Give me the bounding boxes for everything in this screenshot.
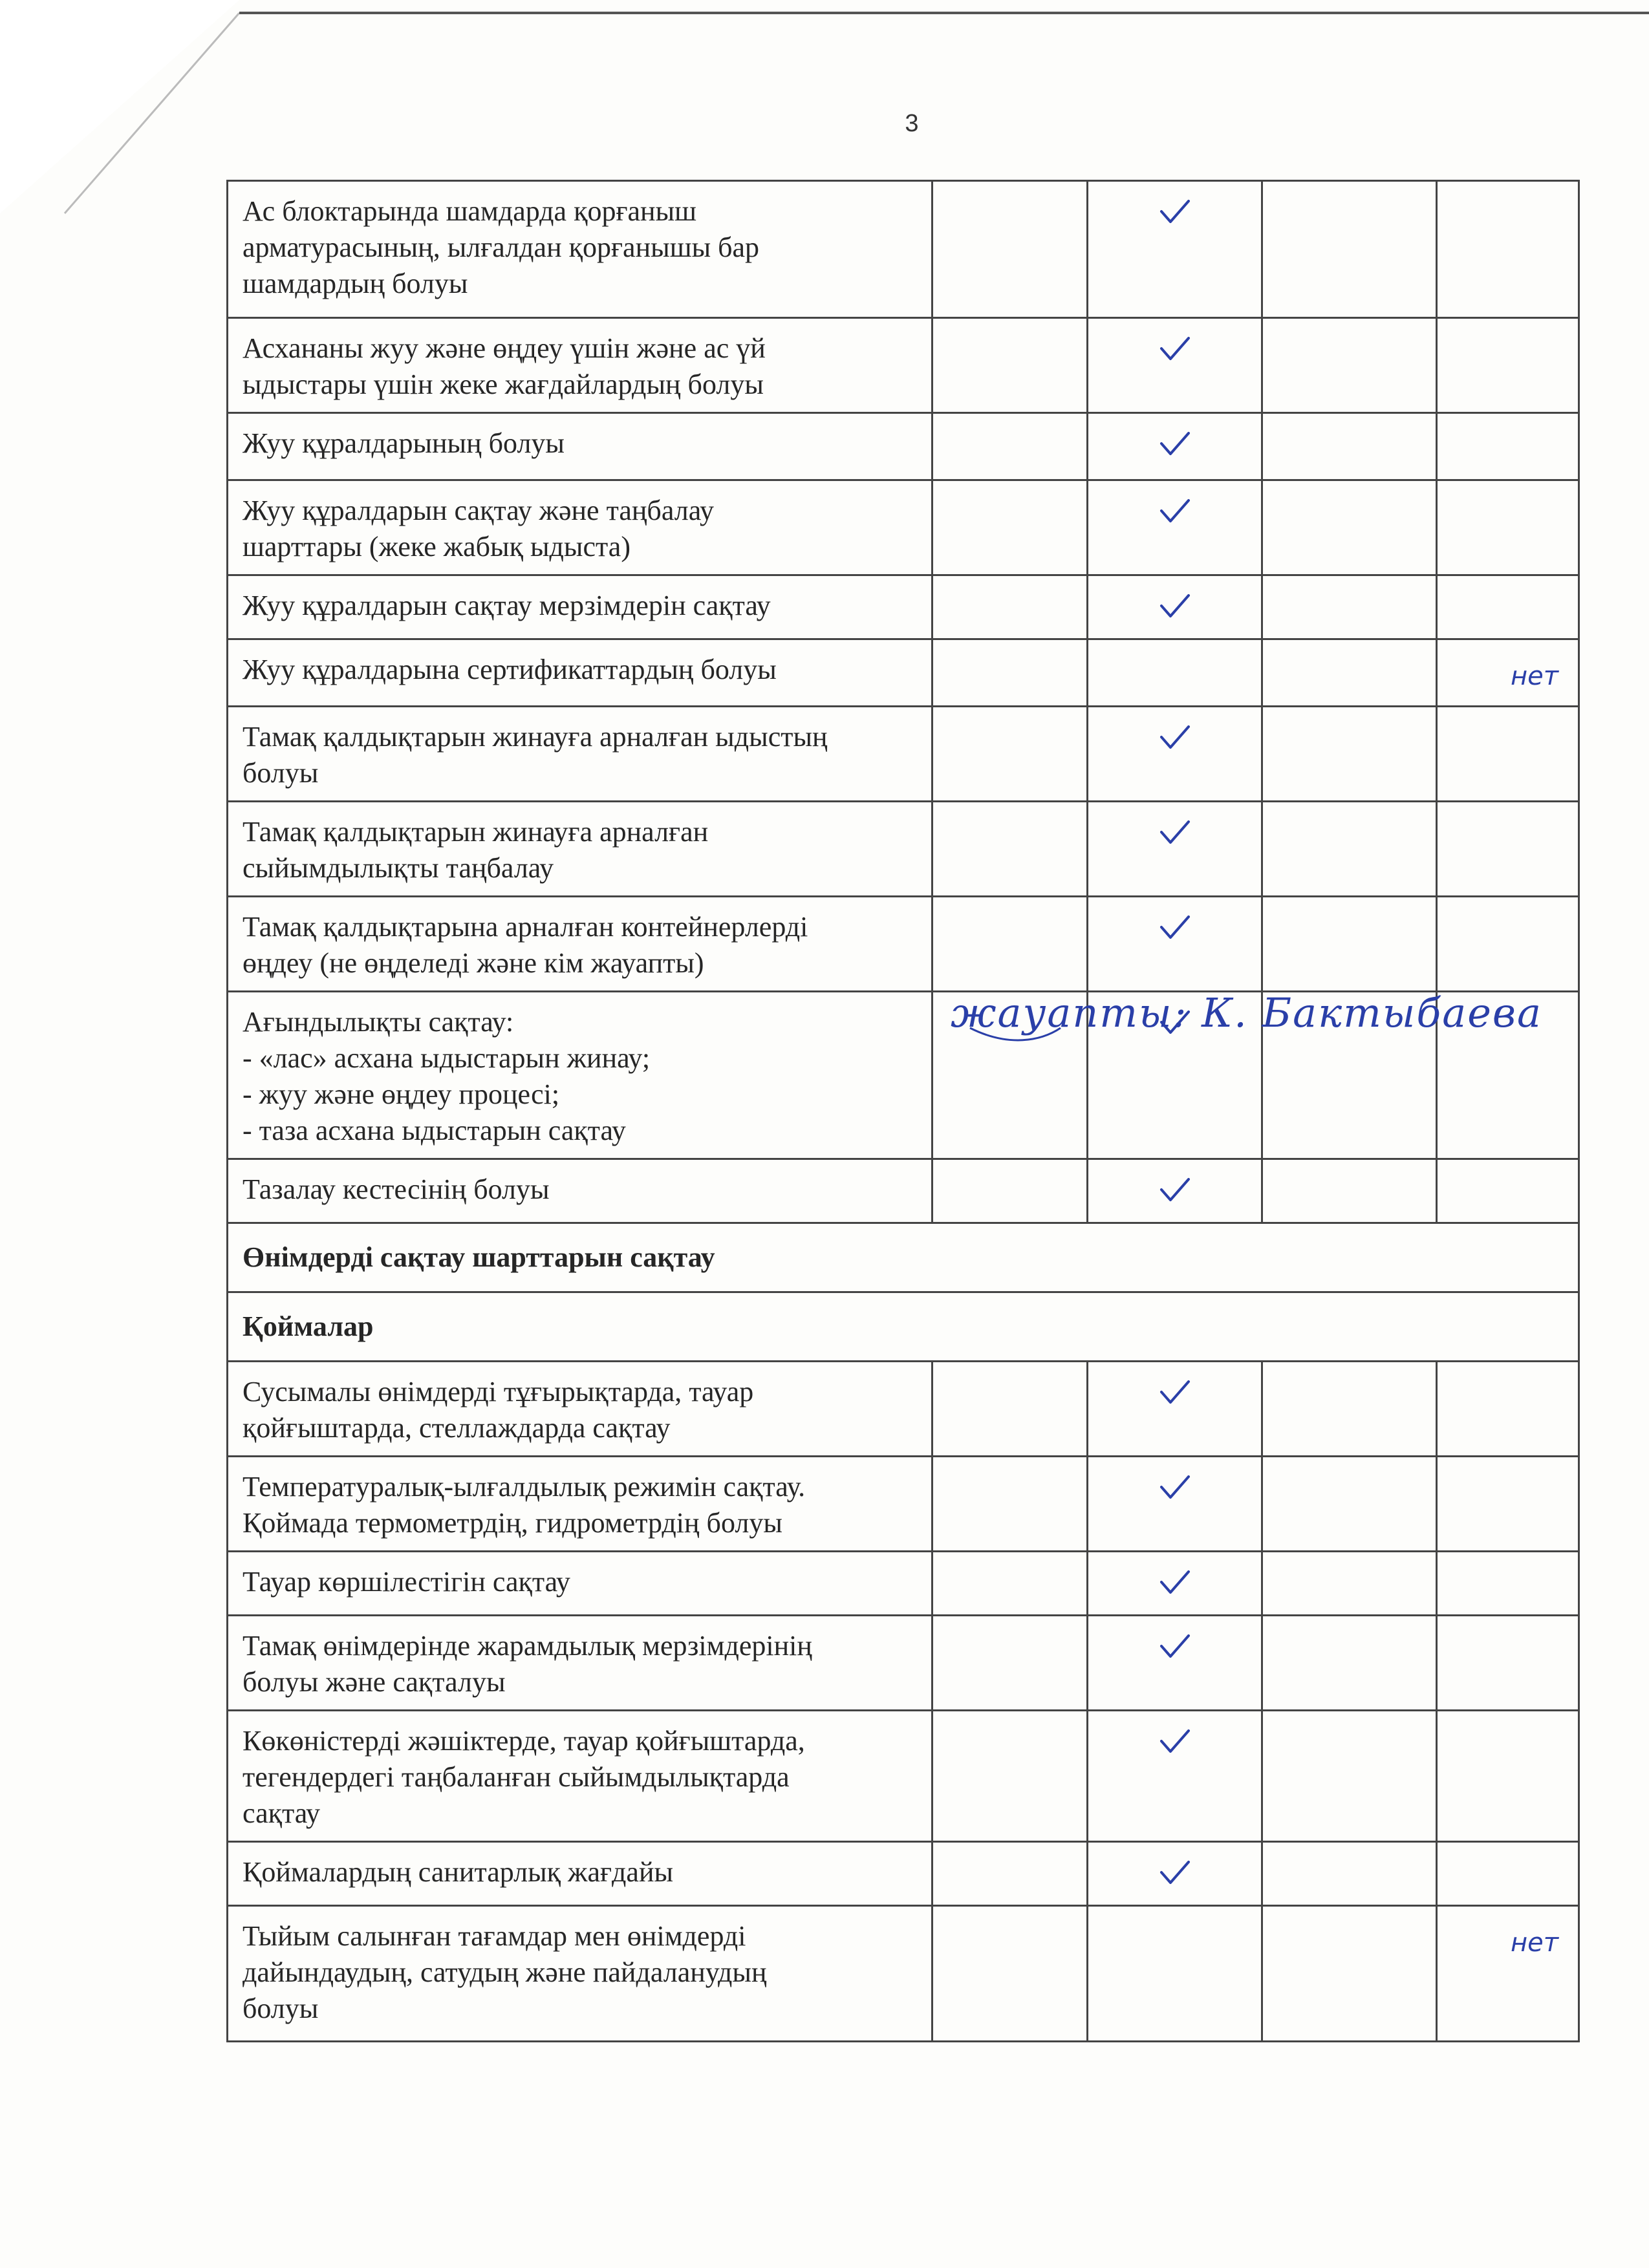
mark-cell-4 xyxy=(1437,1457,1579,1552)
mark-cell-2 xyxy=(1088,1457,1262,1552)
mark-cell-1 xyxy=(932,181,1088,318)
checkmark-icon xyxy=(1159,498,1191,525)
mark-cell-3 xyxy=(1262,707,1437,802)
checklist-row xyxy=(228,575,1579,639)
mark-cell-3 xyxy=(1262,575,1437,639)
requirement-text: Жуу құралдарының болуы xyxy=(228,413,932,480)
requirement-text: Жуу құралдарын сақтау мерзімдерін сақтау xyxy=(228,575,932,639)
mark-cell-4 xyxy=(1437,318,1579,413)
checklist-row xyxy=(228,480,1579,575)
checkmark-icon xyxy=(1159,819,1191,846)
checkmark-icon xyxy=(1159,198,1191,226)
requirement-text: Қоймалардың санитарлық жағдайы xyxy=(228,1842,932,1906)
mark-cell-3 xyxy=(1262,1552,1437,1616)
checkmark-icon xyxy=(1159,593,1191,620)
mark-cell-3 xyxy=(1262,1457,1437,1552)
requirement-text: Ағындылықты сақтау: - «лас» асхана ыдыстарын жинау; - жуу және өңдеу процесі; - таза асхана ыдыстарын сақтау xyxy=(228,992,932,1159)
requirement-text: Тыйым салынған тағамдар мен өнімдерді дайындаудың, сатудың және пайдаланудың болуы xyxy=(228,1906,932,2042)
mark-cell-3 xyxy=(1262,1842,1437,1906)
mark-cell-3 xyxy=(1262,1159,1437,1223)
mark-cell-1 xyxy=(932,897,1088,992)
mark-cell-2 xyxy=(1088,480,1262,575)
checkmark-icon xyxy=(1159,914,1191,941)
mark-cell-4 xyxy=(1437,639,1579,707)
mark-cell-2 xyxy=(1088,802,1262,897)
checklist-row xyxy=(228,1616,1579,1711)
mark-cell-4 xyxy=(1437,480,1579,575)
checkmark-icon xyxy=(1159,1569,1191,1596)
mark-cell-1 xyxy=(932,413,1088,480)
section-row xyxy=(228,1292,1579,1362)
handwritten-note: нет xyxy=(1510,661,1558,691)
checkmark-icon xyxy=(1159,1379,1191,1406)
mark-cell-3 xyxy=(1262,897,1437,992)
checklist-row xyxy=(228,1552,1579,1616)
mark-cell-4 xyxy=(1437,1159,1579,1223)
checkmark-icon xyxy=(1159,431,1191,458)
mark-cell-1 xyxy=(932,1159,1088,1223)
mark-cell-2 xyxy=(1088,639,1262,707)
signature-text: жауапты: К. Бактыбаева xyxy=(951,989,1542,1036)
mark-cell-4 xyxy=(1437,1711,1579,1842)
mark-cell-1 xyxy=(932,480,1088,575)
mark-cell-3 xyxy=(1262,639,1437,707)
checklist-row xyxy=(228,413,1579,480)
mark-cell-4 xyxy=(1437,181,1579,318)
mark-cell-4 xyxy=(1437,1616,1579,1711)
mark-cell-1 xyxy=(932,1457,1088,1552)
mark-cell-2 xyxy=(1088,1362,1262,1457)
requirement-text: Тамақ өнімдерінде жарамдылық мерзімдерінің болуы және сақталуы xyxy=(228,1616,932,1711)
requirement-text: Ас блоктарында шамдарда қорғаныш арматурасының, ылғалдан қорғанышы бар шамдардың болуы xyxy=(228,181,932,318)
checkmark-icon xyxy=(1159,336,1191,363)
mark-cell-1 xyxy=(932,575,1088,639)
mark-cell-1 xyxy=(932,1552,1088,1616)
mark-cell-1 xyxy=(932,1711,1088,1842)
checklist-table xyxy=(226,180,1580,2042)
requirement-text: Жуу құралдарын сақтау және таңбалау шарттары (жеке жабық ыдыста) xyxy=(228,480,932,575)
checklist-row xyxy=(228,1159,1579,1223)
checkmark-icon xyxy=(1159,724,1191,751)
mark-cell-2 xyxy=(1088,1616,1262,1711)
requirement-text: Тамақ қалдықтарын жинауға арналған сыйымдылықты таңбалау xyxy=(228,802,932,897)
mark-cell-2 xyxy=(1088,1906,1262,2042)
mark-cell-1 xyxy=(932,318,1088,413)
mark-cell-4 xyxy=(1437,1552,1579,1616)
mark-cell-3 xyxy=(1262,1711,1437,1842)
mark-cell-1 xyxy=(932,1362,1088,1457)
section-heading: Өнімдерді сақтау шарттарын сақтау xyxy=(228,1223,1579,1292)
mark-cell-2 xyxy=(1088,575,1262,639)
checkmark-icon xyxy=(1159,1859,1191,1887)
mark-cell-2 xyxy=(1088,181,1262,318)
checklist-row xyxy=(228,1711,1579,1842)
mark-cell-1 xyxy=(932,707,1088,802)
mark-cell-1 xyxy=(932,802,1088,897)
mark-cell-4 xyxy=(1437,1842,1579,1906)
checkmark-icon xyxy=(1159,1728,1191,1755)
checklist-row xyxy=(228,1842,1579,1906)
mark-cell-2 xyxy=(1088,897,1262,992)
mark-cell-2 xyxy=(1088,1552,1262,1616)
mark-cell-1 xyxy=(932,1616,1088,1711)
mark-cell-4 xyxy=(1437,707,1579,802)
requirement-text: Сусымалы өнімдерді тұғырықтарда, тауар қойғыштарда, стеллаждарда сақтау xyxy=(228,1362,932,1457)
section-row xyxy=(228,1223,1579,1292)
requirement-text: Тамақ қалдықтарын жинауға арналған ыдыстың болуы xyxy=(228,707,932,802)
mark-cell-2 xyxy=(1088,318,1262,413)
mark-cell-3 xyxy=(1262,1616,1437,1711)
checklist-row xyxy=(228,1362,1579,1457)
requirement-text: Тауар көршілестігін сақтау xyxy=(228,1552,932,1616)
requirement-text: Тамақ қалдықтарына арналған контейнерлерді өңдеу (не өңделеді және кім жауапты) xyxy=(228,897,932,992)
mark-cell-4 xyxy=(1437,413,1579,480)
mark-cell-4 xyxy=(1437,897,1579,992)
mark-cell-3 xyxy=(1262,802,1437,897)
mark-cell-4 xyxy=(1437,575,1579,639)
mark-cell-3 xyxy=(1262,1906,1437,2042)
mark-cell-1 xyxy=(932,639,1088,707)
mark-cell-3 xyxy=(1262,480,1437,575)
checklist-row xyxy=(228,802,1579,897)
checklist-row xyxy=(228,897,1579,992)
page-number: 3 xyxy=(905,110,919,137)
mark-cell-3 xyxy=(1262,318,1437,413)
mark-cell-4 xyxy=(1437,802,1579,897)
checklist-row xyxy=(228,707,1579,802)
requirement-text: Температуралық-ылғалдылық режимін сақтау. Қоймада термометрдің, гидрометрдің болуы xyxy=(228,1457,932,1552)
mark-cell-2 xyxy=(1088,1159,1262,1223)
mark-cell-1 xyxy=(932,1906,1088,2042)
requirement-text: Жуу құралдарына сертификаттардың болуы xyxy=(228,639,932,707)
mark-cell-2 xyxy=(1088,707,1262,802)
mark-cell-3 xyxy=(1262,1362,1437,1457)
requirement-text: Көкөністерді жәшіктерде, тауар қойғыштарда, тегендердегі таңбаланған сыйымдылықтарда сақтау xyxy=(228,1711,932,1842)
handwritten-note: нет xyxy=(1510,1928,1558,1958)
mark-cell-3 xyxy=(1262,413,1437,480)
checkmark-icon xyxy=(1159,1633,1191,1660)
mark-cell-1 xyxy=(932,1842,1088,1906)
mark-cell-3 xyxy=(1262,181,1437,318)
handwritten-signature xyxy=(951,983,1584,1054)
mark-cell-2 xyxy=(1088,1842,1262,1906)
section-heading: Қоймалар xyxy=(228,1292,1579,1362)
requirement-text: Тазалау кестесінің болуы xyxy=(228,1159,932,1223)
checklist-row xyxy=(228,1457,1579,1552)
mark-cell-2 xyxy=(1088,1711,1262,1842)
checkmark-icon xyxy=(1159,1177,1191,1204)
checkmark-icon xyxy=(1159,1474,1191,1501)
mark-cell-2 xyxy=(1088,413,1262,480)
checklist-row xyxy=(228,1906,1579,2042)
checklist-row xyxy=(228,181,1579,318)
mark-cell-4 xyxy=(1437,1906,1579,2042)
scan-top-edge xyxy=(239,12,1649,14)
checklist-row xyxy=(228,318,1579,413)
requirement-text: Асхананы жуу және өңдеу үшін және ас үй ыдыстары үшін жеке жағдайлардың болуы xyxy=(228,318,932,413)
checklist-row xyxy=(228,639,1579,707)
mark-cell-4 xyxy=(1437,1362,1579,1457)
